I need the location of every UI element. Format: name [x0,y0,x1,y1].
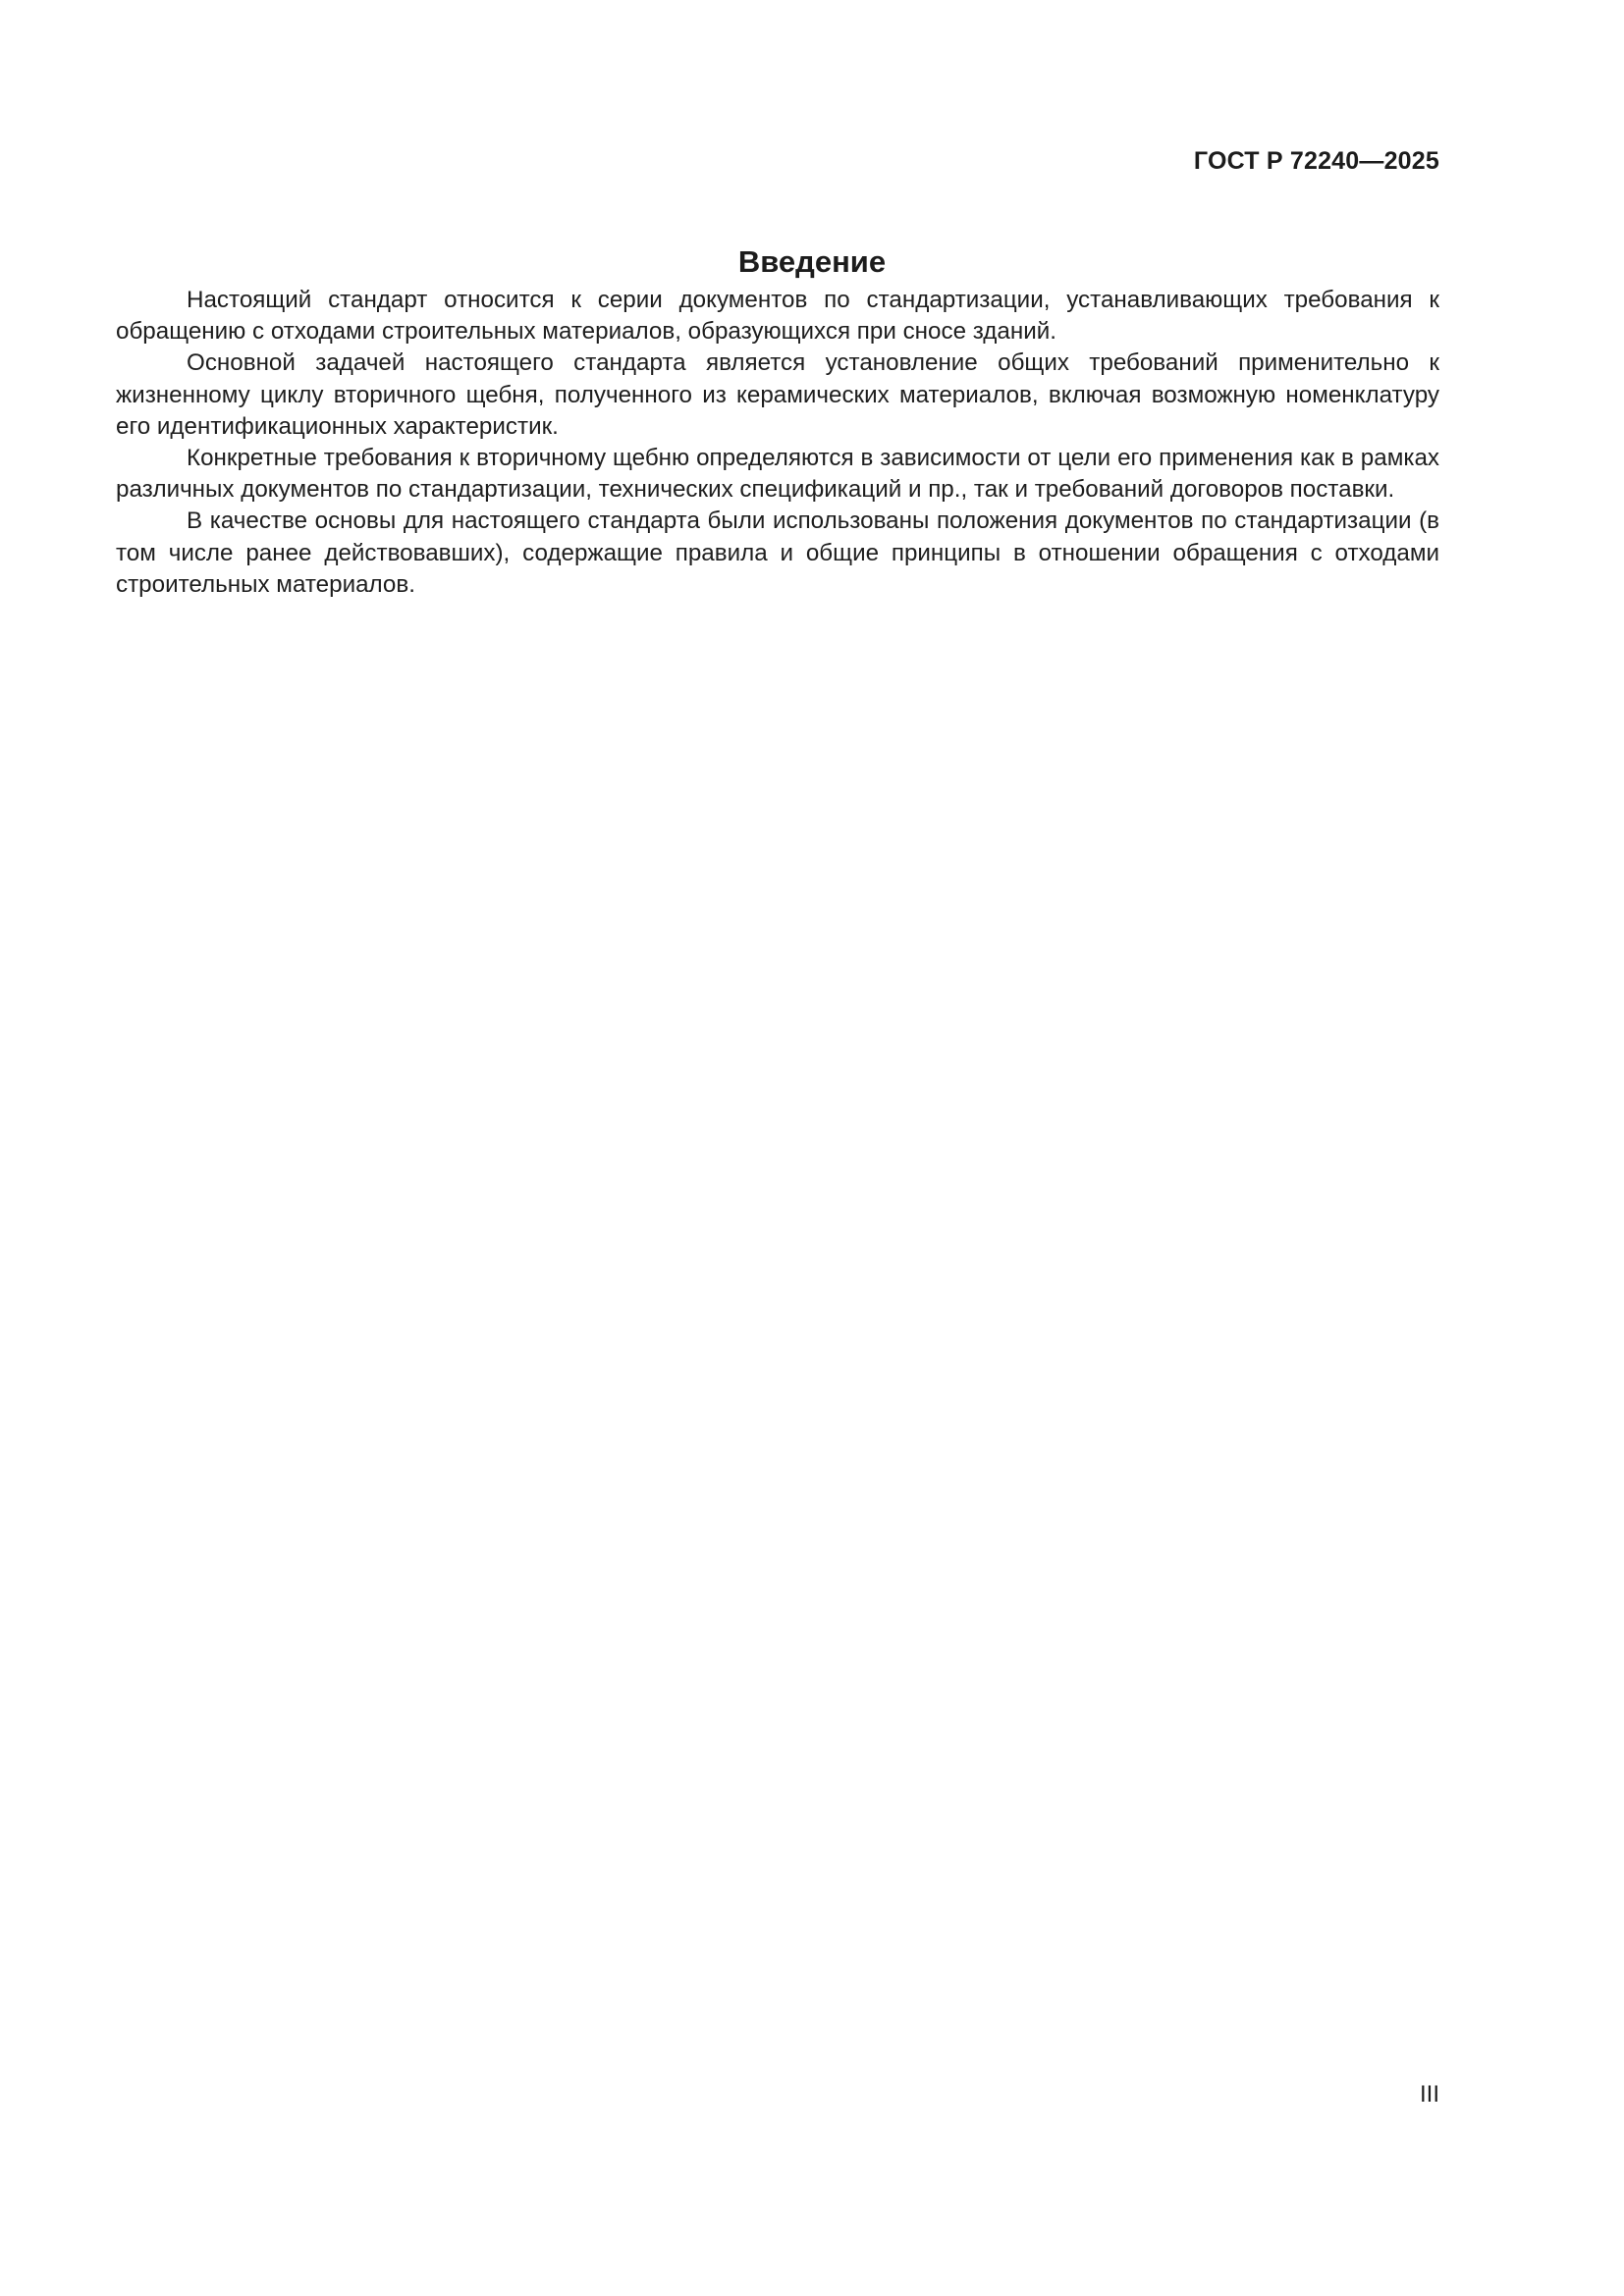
standard-designation: ГОСТ Р 72240—2025 [1193,147,1439,175]
paragraph-1: Настоящий стандарт относится к серии документов по стандартизации, устанавливающих требования к обращению с отходами строительных материалов, образующихся при сносе зданий. [116,287,1439,346]
section-title: Введение [737,243,887,279]
paragraph-2: Основной задачей настоящего стандарта является установление общих требований применительно к жизненному циклу вторичного щебня, полученного из керамических материалов, включая возможную номенклатуру его идентификационных характеристик. [116,349,1439,440]
paragraph-4: В качестве основы для настоящего стандарта были использованы положения документов по стандартизации (в том числе ранее действовавших), содержащие правила и общие принципы в отношении обращения с отходами строительных материалов. [116,507,1439,598]
paragraph-3: Конкретные требования к вторичному щебню определяются в зависимости от цели его применения как в рамках различных документов по стандартизации, технических спецификаций и пр., так и требований договоров поставки. [116,445,1439,504]
section-body [116,285,1439,601]
page-number: III [1419,2081,1439,2108]
